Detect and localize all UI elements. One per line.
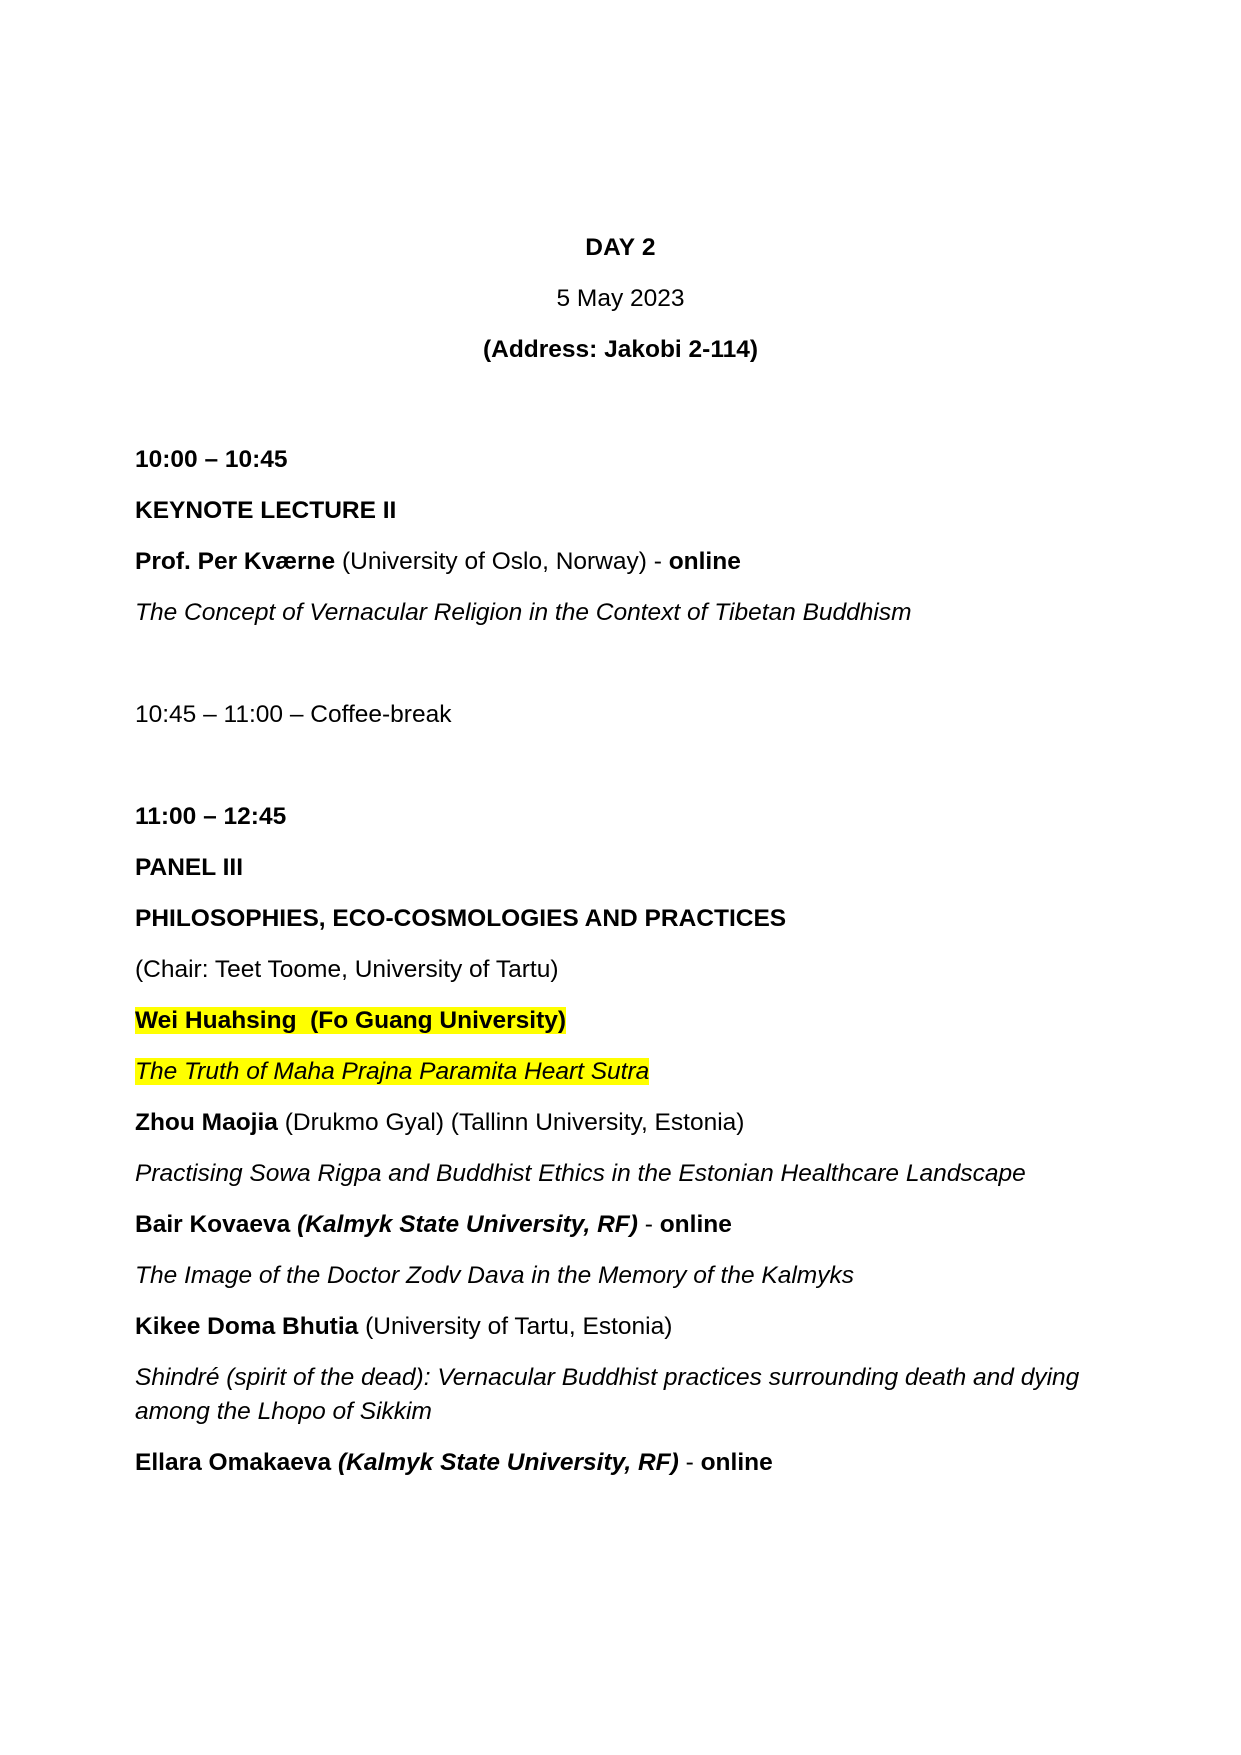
speaker-dash: - — [678, 1449, 701, 1476]
keynote-speaker-line — [135, 545, 1106, 579]
speaker-affiliation: (Kalmyk State University, RF) — [290, 1211, 638, 1238]
header-body-spacer — [135, 375, 1106, 443]
panel-label: PANEL III — [135, 854, 244, 881]
panel-chair: (Chair: Teet Toome, University of Tartu) — [135, 956, 559, 983]
line-spacer — [135, 1191, 1106, 1208]
line-spacer — [135, 477, 1106, 494]
panel-entry-title: Practising Sowa Rigpa and Buddhist Ethics in the Estonian Healthcare Landscape — [135, 1160, 1026, 1187]
document-header — [135, 0, 1106, 375]
panel-entry-title: The Image of the Doctor Zodv Dava in the Memory of the Kalmyks — [135, 1262, 854, 1289]
talk-title-highlighted: The Truth of Maha Prajna Paramita Heart Sutra — [135, 1058, 650, 1085]
coffee-break-line: 10:45 – 11:00 – Coffee-break — [135, 701, 452, 728]
session-panel-iii — [135, 800, 1106, 1480]
conference-date: 5 May 2023 — [556, 285, 685, 312]
panel-title: PHILOSOPHIES, ECO-COSMOLOGIES AND PRACTICES — [135, 905, 787, 932]
speaker-name: Prof. Per Kværne — [135, 548, 336, 575]
panel-time: 11:00 – 12:45 — [135, 803, 287, 830]
speaker-affiliation: (University of Oslo, Norway) - — [335, 548, 669, 575]
line-spacer — [135, 1293, 1106, 1310]
speaker-affiliation: (Drukmo Gyal) (Tallinn University, Estonia) — [277, 1109, 745, 1136]
speaker-affiliation: (University of Tartu, Estonia) — [358, 1313, 673, 1340]
speaker-dash: - — [637, 1211, 660, 1238]
session-keynote — [135, 443, 1106, 630]
line-spacer — [135, 1038, 1106, 1055]
speaker-mode-badge: online — [659, 1211, 732, 1238]
speaker-name: Kikee Doma Bhutia — [135, 1313, 359, 1340]
panel-entry-title: Shindré (spirit of the dead): Vernacular Buddhist practices surrounding death and dying among the Lhopo of Sikkim — [135, 1364, 1087, 1425]
speaker-affiliation: (Kalmyk State University, RF) — [331, 1449, 679, 1476]
panel-entry-title — [135, 1055, 1106, 1089]
panel-entry-speaker — [135, 1106, 1106, 1140]
speaker-name: Bair Kovaeva — [135, 1211, 291, 1238]
session-type-heading: KEYNOTE LECTURE II — [135, 497, 397, 524]
speaker-name: Zhou Maojia — [135, 1109, 278, 1136]
venue-address: (Address: Jakobi 2-114) — [482, 336, 759, 363]
line-spacer — [135, 1089, 1106, 1106]
panel-entry-speaker — [135, 1208, 1106, 1242]
panel-entry-speaker — [135, 1310, 1106, 1344]
section-spacer — [135, 732, 1106, 800]
line-spacer — [135, 1242, 1106, 1259]
line-spacer — [135, 834, 1106, 851]
panel-entry-speaker — [135, 1004, 1106, 1038]
line-spacer — [135, 579, 1106, 596]
day-title: DAY 2 — [585, 234, 656, 261]
panel-entry-speaker — [135, 1446, 1106, 1480]
speaker-mode-badge: online — [700, 1449, 773, 1476]
section-spacer — [135, 630, 1106, 698]
speaker-name: Ellara Omakaeva — [135, 1449, 332, 1476]
line-spacer — [135, 1140, 1106, 1157]
session-time: 10:00 – 10:45 — [135, 446, 288, 473]
speaker-name-highlighted: Wei Huahsing (Fo Guang University) — [135, 1007, 567, 1034]
line-spacer — [135, 936, 1106, 953]
line-spacer — [135, 528, 1106, 545]
line-spacer — [135, 1344, 1106, 1361]
line-spacer — [135, 987, 1106, 1004]
line-spacer — [135, 885, 1106, 902]
line-spacer — [135, 1429, 1106, 1446]
keynote-talk-title: The Concept of Vernacular Religion in the Context of Tibetan Buddhism — [135, 599, 912, 626]
speaker-mode-badge: online — [668, 548, 741, 575]
